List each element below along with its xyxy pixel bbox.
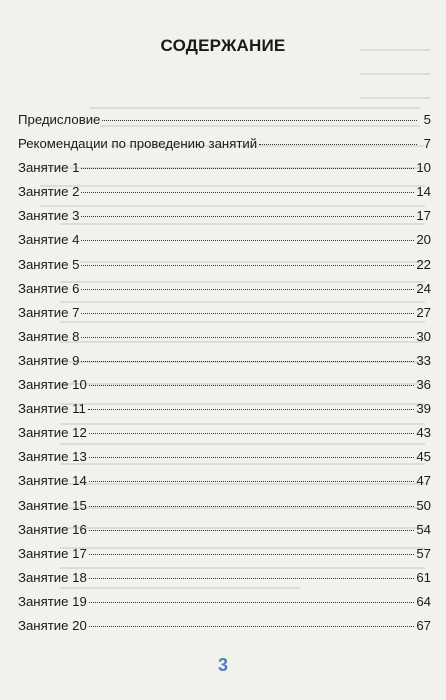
toc-entry-page: 5 — [423, 112, 431, 127]
toc-entry — [18, 136, 431, 160]
toc-entry — [18, 618, 431, 642]
toc-entry-page: 67 — [416, 617, 431, 633]
toc-entry — [18, 112, 431, 136]
toc-entry-page: 36 — [416, 377, 431, 393]
page-title: СОДЕРЖАНИЕ — [160, 36, 286, 55]
dot-leader — [89, 457, 415, 458]
toc-entry-label: Занятие 9 — [18, 352, 80, 368]
toc-entry-page: 22 — [416, 256, 431, 272]
toc-entry — [18, 184, 431, 208]
toc-entry-page: 20 — [416, 232, 431, 248]
toc-entry-label: Занятие 6 — [18, 280, 80, 296]
toc-entry-label: Занятие 14 — [18, 473, 87, 489]
dot-leader — [89, 506, 415, 507]
toc-entry-page: 17 — [416, 208, 431, 224]
toc-entry — [18, 498, 431, 522]
toc-entry-page: 24 — [416, 280, 431, 296]
toc-entry-page: 14 — [416, 184, 431, 200]
toc-entry-page: 54 — [416, 521, 431, 537]
toc-entry — [18, 425, 431, 449]
dot-leader — [81, 240, 414, 241]
toc-entry-page: 43 — [416, 425, 431, 441]
toc-entry-page: 7 — [423, 136, 431, 152]
dot-leader — [89, 433, 415, 434]
toc-entry — [18, 281, 431, 305]
dot-leader — [81, 265, 414, 266]
toc-entry-label: Занятие 20 — [18, 617, 87, 633]
dot-leader — [81, 361, 414, 362]
toc-entry-label: Занятие 18 — [18, 569, 87, 585]
toc-entry-page: 10 — [416, 160, 431, 176]
toc-entry-label: Предисловие — [18, 112, 101, 127]
toc-entry-label: Занятие 4 — [18, 232, 80, 248]
table-of-contents — [18, 112, 431, 642]
toc-entry-page: 33 — [416, 352, 431, 368]
dot-leader — [102, 120, 417, 121]
dot-leader — [81, 313, 414, 314]
toc-entry-label: Занятие 12 — [18, 425, 87, 441]
toc-entry-label: Занятие 7 — [18, 304, 80, 320]
dot-leader — [259, 144, 417, 145]
toc-entry-page: 39 — [416, 401, 431, 417]
toc-entry-page: 47 — [416, 473, 431, 489]
dot-leader — [89, 530, 415, 531]
toc-entry-label: Занятие 8 — [18, 328, 80, 344]
toc-entry — [18, 160, 431, 184]
toc-entry-label: Занятие 3 — [18, 208, 80, 224]
toc-entry-page: 61 — [416, 569, 431, 585]
toc-entry — [18, 449, 431, 473]
toc-entry-label: Занятие 16 — [18, 521, 87, 537]
dot-leader — [89, 578, 415, 579]
toc-entry — [18, 594, 431, 618]
toc-entry — [18, 401, 431, 425]
toc-entry-page: 64 — [416, 593, 431, 609]
dot-leader — [81, 216, 414, 217]
dot-leader — [81, 192, 414, 193]
toc-entry — [18, 546, 431, 570]
toc-entry-label: Занятие 1 — [18, 160, 80, 176]
dot-leader — [81, 337, 414, 338]
toc-entry-label: Занятие 19 — [18, 593, 87, 609]
toc-entry — [18, 353, 431, 377]
toc-entry-label: Рекомендации по проведению занятий — [18, 136, 258, 152]
toc-entry — [18, 522, 431, 546]
toc-entry — [18, 570, 431, 594]
toc-entry-label: Занятие 10 — [18, 377, 87, 393]
dot-leader — [81, 168, 414, 169]
dot-leader — [81, 289, 414, 290]
toc-entry — [18, 329, 431, 353]
toc-entry-page: 30 — [416, 328, 431, 344]
toc-entry-label: Занятие 17 — [18, 545, 87, 561]
dot-leader — [88, 409, 415, 410]
dot-leader — [89, 626, 415, 627]
toc-entry-label: Занятие 2 — [18, 184, 80, 200]
toc-entry-label: Занятие 13 — [18, 449, 87, 465]
toc-entry — [18, 377, 431, 401]
toc-entry — [18, 208, 431, 232]
toc-entry — [18, 473, 431, 497]
toc-entry-page: 57 — [416, 545, 431, 561]
toc-entry-label: Занятие 11 — [18, 401, 86, 417]
toc-entry-label: Занятие 5 — [18, 256, 80, 272]
page-number: 3 — [217, 655, 228, 675]
toc-entry — [18, 232, 431, 256]
toc-entry-page: 27 — [416, 304, 431, 320]
dot-leader — [89, 602, 415, 603]
toc-entry-page: 50 — [416, 497, 431, 513]
dot-leader — [89, 554, 415, 555]
toc-entry-label: Занятие 15 — [18, 497, 87, 513]
toc-entry — [18, 305, 431, 329]
toc-entry-page: 45 — [416, 449, 431, 465]
dot-leader — [89, 481, 415, 482]
toc-entry — [18, 257, 431, 281]
dot-leader — [89, 385, 415, 386]
